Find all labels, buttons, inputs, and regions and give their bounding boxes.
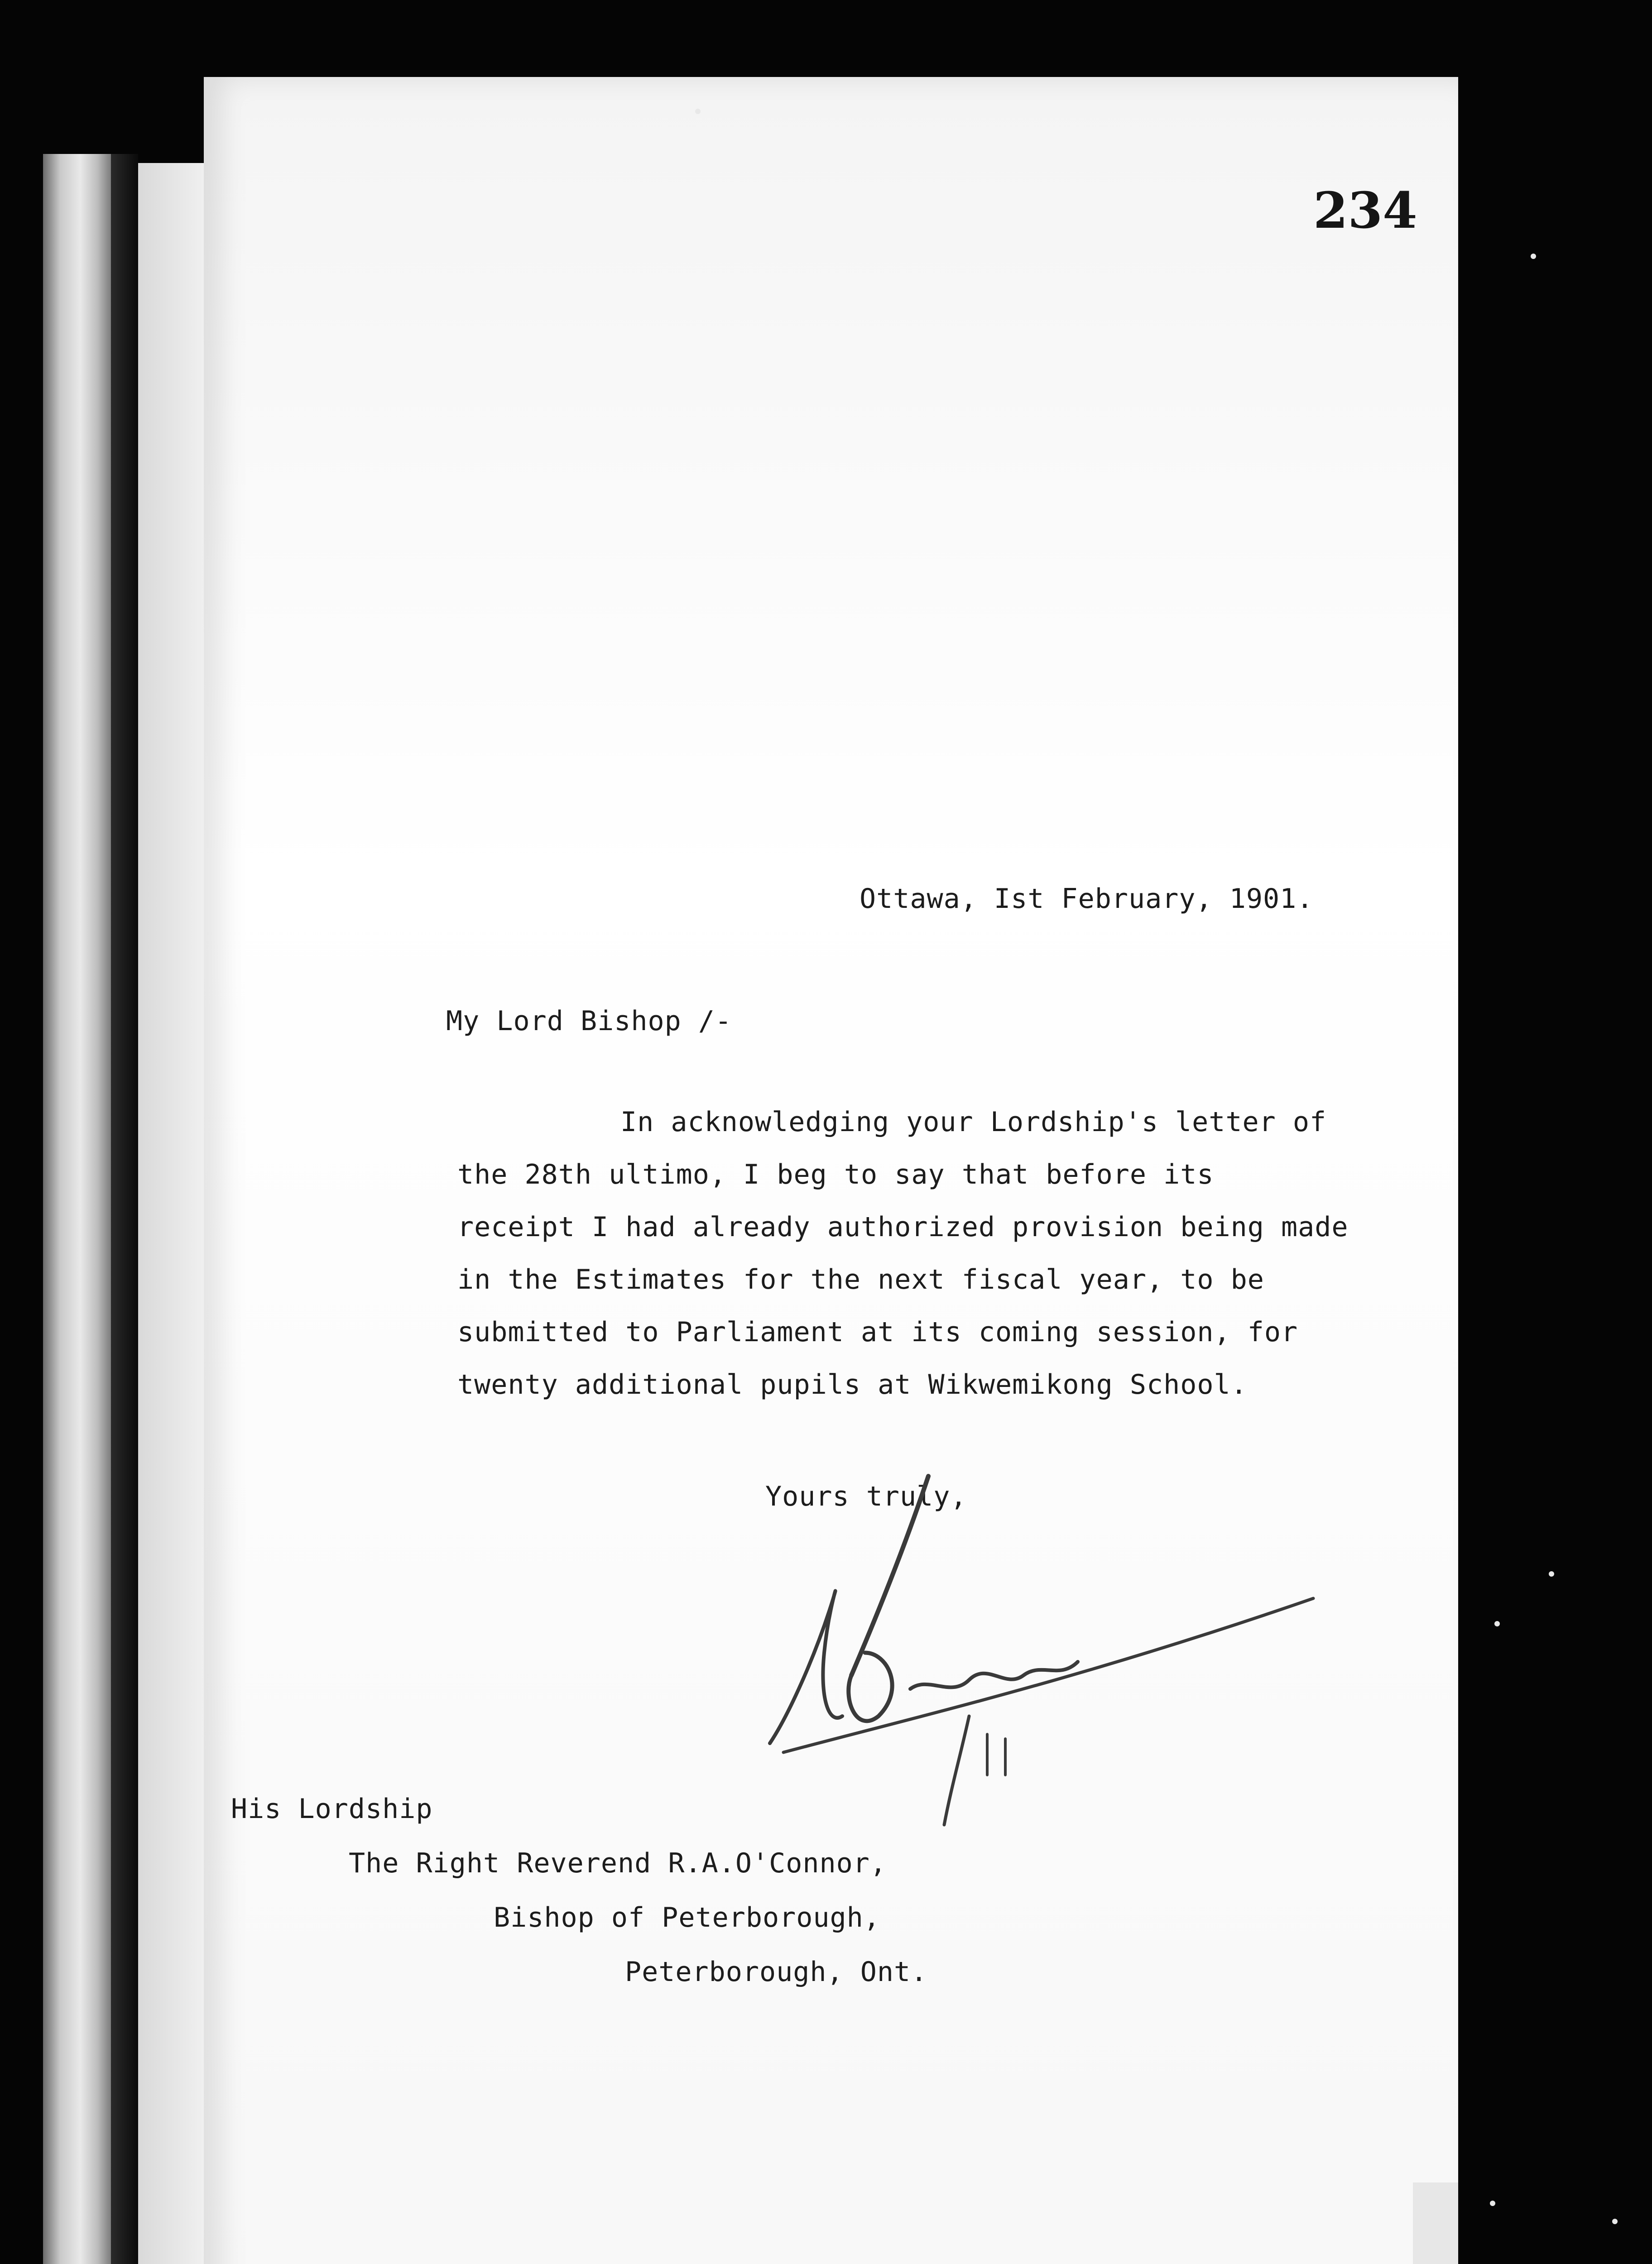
handwritten-signature bbox=[716, 1463, 1349, 1834]
binding-shadow bbox=[111, 154, 138, 2264]
recipient-line: The Right Reverend R.A.O'Connor, bbox=[349, 1847, 887, 1879]
page-number: 234 bbox=[1313, 181, 1417, 240]
page-corner bbox=[1413, 2182, 1458, 2264]
salutation: My Lord Bishop /- bbox=[446, 1005, 732, 1037]
body-line: the 28th ultimo, I beg to say that before its bbox=[457, 1159, 1214, 1190]
film-speck bbox=[695, 109, 701, 114]
recipient-line: His Lordship bbox=[231, 1793, 433, 1825]
body-line: In acknowledging your Lordship's letter of bbox=[620, 1106, 1327, 1138]
underlying-page-edge bbox=[138, 163, 211, 2264]
letter-body bbox=[457, 1096, 1349, 1411]
body-line: in the Estimates for the next fiscal year, to be bbox=[457, 1264, 1264, 1295]
film-speck bbox=[1490, 2201, 1495, 2206]
film-speck bbox=[1494, 1621, 1500, 1626]
body-line: receipt I had already authorized provision being made bbox=[457, 1211, 1349, 1243]
file-binding-edge bbox=[43, 154, 111, 2264]
recipient-line: Peterborough, Ont. bbox=[625, 1956, 928, 1988]
film-speck bbox=[1531, 254, 1536, 259]
recipient-line: Bishop of Peterborough, bbox=[494, 1902, 880, 1933]
body-line: twenty additional pupils at Wikwemikong School. bbox=[457, 1369, 1248, 1401]
film-speck bbox=[1549, 1571, 1554, 1577]
closing: Yours truly, bbox=[765, 1481, 967, 1512]
film-speck bbox=[1612, 2219, 1618, 2224]
body-line: submitted to Parliament at its coming session, for bbox=[457, 1316, 1298, 1348]
date-line: Ottawa, Ist February, 1901. bbox=[860, 883, 1314, 915]
